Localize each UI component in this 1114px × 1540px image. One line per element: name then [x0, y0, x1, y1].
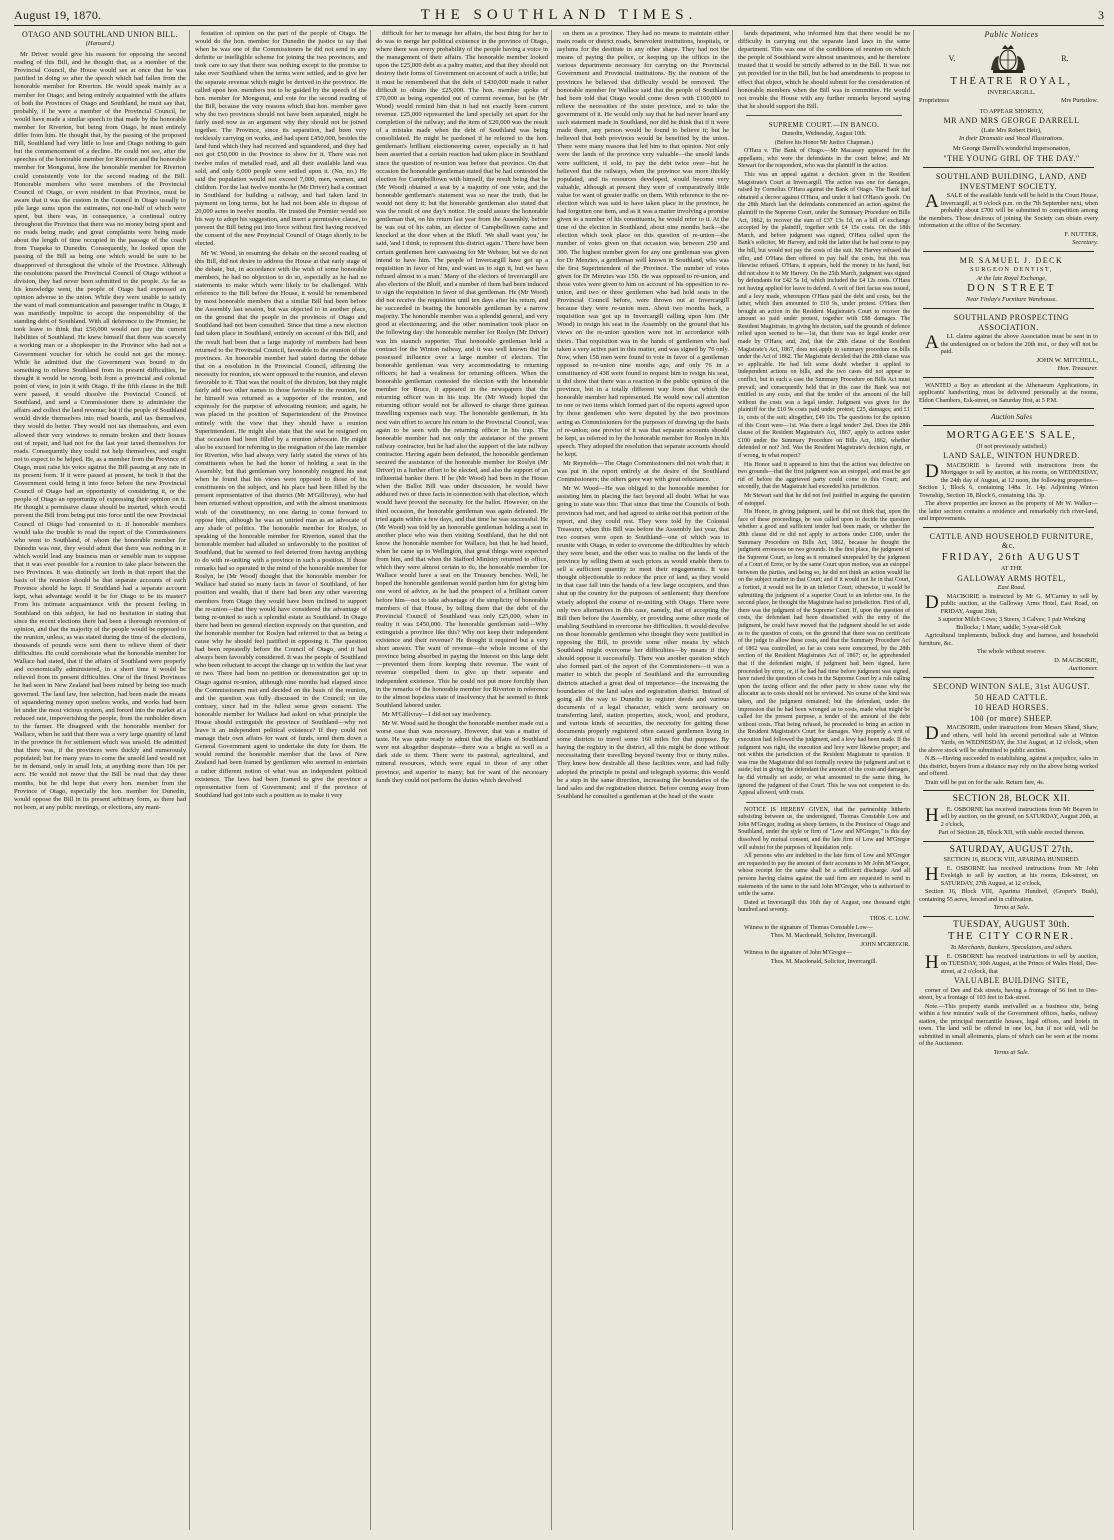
issue-date: August 19, 1870.: [14, 8, 102, 22]
dentist-near: Near Finlay's Furniture Warehouse.: [966, 296, 1057, 304]
divider: [923, 841, 1094, 842]
article-paragraph: Mr W. Wood said he thought the honorable member made out a worse case than was necessary. However, that was a matter of taste. He was quite ready to admit that the affairs of Southland were not altogether desperate—there was a bright as well as a dark side to them. There were its pastoral, agricultural, and mineral resources, which were equal to those of any other province, and superior to many; but for want of the necessary funds they could not perform the duties which devolved: [376, 719, 548, 784]
court-heading: SUPREME COURT.—IN BANCO.: [768, 120, 880, 129]
young-girl-title: "THE YOUNG GIRL OF THE DAY.": [943, 153, 1080, 163]
article-paragraph: Mr M'Gillivray—I did not say insolvency.: [382, 710, 492, 718]
notice-signature: THOS. C. LOW.: [869, 916, 910, 922]
case-title: O'Hara v. The Bank of Otago.: [744, 148, 825, 155]
notice-witness: Witness to the signature of John M'Gregor—: [744, 950, 852, 957]
valuable-site-title: VALUABLE BUILDING SITE,: [953, 976, 1070, 986]
section-16-title: SECTION 16, BLOCK VIII, APARIMA HUNDRED.: [943, 856, 1080, 864]
terms-at-sale: Terms at Sale.: [993, 904, 1030, 912]
performer-note: (Late Mrs Robert Heir),: [981, 126, 1042, 134]
column-1: [14, 30, 190, 1530]
dentist-title: SURGEON DENTIST,: [970, 266, 1053, 274]
court-date: Dunedin, Wednesday, August 10th.: [781, 131, 867, 138]
land-sale-title: LAND SALE, WINTON HUNDRED.: [943, 451, 1080, 461]
notice-witness: Witness to the signature of Thomas Constable Low—: [744, 924, 873, 931]
building-society-signature: F. NUTTER,: [1064, 230, 1098, 238]
winton-nb: N.B.—Having succeeded in establishing, against a prejudice, sales in this district, buyers from a distance may rely on the above being worked and offered.: [919, 755, 1098, 778]
newspaper-title: THE SOUTHLAND TIMES.: [420, 7, 698, 23]
article-paragraph: Mr W. Wood—He was obliged to the honorable member for assisting him in placing the fact beyond all doubt. What he was going to state was this: That since that time the Councils of both provinces had met, and had agreed to strike out that portion of the report, and they could rest. They were told by the Colonial Treasurer, when this Bill was before the Assembly last year, that two courses were open to Southland—one of which was to reunite with Otago, in order to overcome the difficulties by which they were beset, and the other was to realise on the lands of the province by selling them at such prices as would enable them to sell a sufficient quantity to meet their engagements. It was thought objectionable to reduce the price of land, as they would in that case fall into the hands of a few large occupiers, and thus shut up the country for the purposes of settlement; they therefore wisely adopted the course of re-uniting with Otago. There were only two alternatives in this case, namely, that of accepting the Bill then before the Assembly, or providing some other mode of enabling Southland to overcome her difficulties. It would devolve on those honorable gentlemen who thought they were justified in opposing the Bill, to provide some other means by which Southland might overcome her difficulties—by means if they should oppose it successfully. There was another question which also formed part of the report of the Commissioners—it was a matter to which the people of Southland and the surrounding districts attached a great deal of importance—the increasing the boundaries of the land sales and registration district. Instead of going all the way to Dunedin to register deeds and various documents of a legal character, which were necessary on transferring land, station properties, stock, wool, and produce, and various kinds of securities, the necessity for getting those documents properly registered often caused gentlemen living in some districts to travel some 160 miles for that purpose. By having the registry in the district, all this might be done without necessitating their travelling beyond twenty five or thirty miles. They knew how desirable all these facilities were, and had fully adopted the principle in postal and telegraph systems; this would be a step in the same direction, increasing the boundaries of the land sales and the registration district. Before coming away from Southland he consulted a gentleman at the head of the waste: [557, 485, 729, 800]
friday-line: FRIDAY, 26th AUGUST: [941, 551, 1082, 563]
arms-letter-v: V.: [948, 53, 956, 63]
galloway-reserve: The whole without reserve.: [977, 648, 1046, 656]
theatre-place: INVERCARGILL.: [987, 88, 1036, 96]
prospecting-signature: JOHN W. MITCHELL,: [1036, 356, 1098, 364]
dentist-name: MR SAMUEL J. DECK: [959, 255, 1064, 265]
land-sale-body-2: The above properties are known as the property of Mr W. Walker—the latter section contains a residence and remarkably rich river-land, and improvements.: [919, 500, 1098, 523]
divider: [923, 308, 1094, 309]
divider: [923, 408, 1094, 409]
auction-sales-heading: Auction Sales: [990, 412, 1033, 422]
court-paragraph: His Honor said it appeared to him that the action was defective on two grounds—that the first judgment was an estoppel, and must be got rid of before the aggrieved party could come to this Court; and secondly, that the Magistrate had exceeded his jurisdiction.: [738, 461, 910, 491]
article-paragraph: festation of opinion on the part of the people of Otago. He would do the hon. member for Dunedin the justice to say that when he was one of the Commissioners he did not send in any definite or intelligible scheme for joining the two provinces, and took care to say that there was nothing except to the promise to take over Southland when the terms were settled, and to give her the separate revenue which might be derived in the province. He called upon hon. members not to be guided by the speech of the hon. member for Mongonui, and vote for the second reading of the Bill, because the very reasons which that hon. member gave why the two provinces should not have been separated, might be fairly used now as an argument why they should not be joined together. The Province, since its separation, had been very recklessly carrying on works, and had spent £450,000, besides the land fund which they had received and squandered, and they had not got £50,000 in the Province to show for it. There was not twelve miles of metalled road, and all their available land was sold, and only 6,000 people were settled upon it. (No, no.) He said the population would not exceed 7,000, men, women, and children. For the last twelve months he (Mr Driver) had a contract in Southland for building a railway, and had taken land in payment on long terms, but he had not been able to dispose of 20,000 acres in twelve months. He trusted the Premier would see his way to adopt his suggestion, and insert a permissive clause, to prevent the Bill being put into force without first having received the consent of the new Provincial Council of Otago shortly to be elected.: [195, 30, 367, 248]
column-5: [738, 30, 914, 1530]
auctioneer-title: Auctioneer.: [1068, 665, 1098, 673]
divider: [923, 677, 1094, 678]
galloway-hotel: GALLOWAY ARMS HOTEL,: [957, 573, 1066, 583]
galloway-items-2: Agricultural implements, bullock dray and harness, and household furniture, &c.: [919, 632, 1098, 647]
article-paragraph: lands department, who informed him that there would be no difficulty in carrying out the separate land laws in the same department. This was one of the conditions of reunion on which the people of Southland were almost unanimous, and he therefore trusted that it would be strictly adhered to in the Bill. It was not yet provided for in the Bill, but he had amendments to propose to effect that object, which he should submit for the consideration of honorable members when the Bill was in committee. He would not trouble the House with any further remarks beyond saying that he should support the Bill.: [738, 30, 910, 110]
article-paragraph: difficult for her to manage her affairs, the best thing for her to do was to merge her political existence in the province of Otago, where there was every probability of the people having a voice in the management of their affairs. The honorable member looked upon the £25,000 debt as a paltry matter, and that they should not destroy their forms of Government on account of such a trifle; but it must be remembered that the debt of £430,000 made it rather difficult to obtain the £25,000. The hon. member spoke of £70,000 as being expended out of current revenue, but he (Mr Wood) would remind him that it had not exactly been current revenue. £25,000 represented the land specially set apart for the completion of the railway; and the item of £20,000 was the result of a mistake made when the debt of Southland was being consolidated. He might be pardoned if he referred to the hon. gentleman's brilliant electioneering career, especially as it had been asserted that a certain reaction had taken place in Southland since the question of re-union was before that province. On that occasion the honorable gentleman stated that he had contested the election for Campbelltown with himself, the result being that he (Mr Wood) obtained a seat by a majority of one vote, and the honorable gentleman's statement was so near the truth, that he would not deny it; but the honorable gentleman also stated that was the result of one day's notice. He could assure the honorable gentleman that, on his return last year from the Assembly, before he was out of his cabin, an elector of Campbelltown came and knocked at the door when at the Bluff. 'We shall want you,' he said, 'and I think, to represent this district again.' There have been certain gentlemen here canvassing for Mr Webster, but we do not intend to have him. The people of Invercargill have got up a requisition in favor of him, and want us to sign it, but we have refused almost to a man.' Many of the electors of Invercargill are also electors of the Bluff, and a number of them had been induced to sign the requisition in favor of that gentleman. He (Mr Wood) did not receive the requisition until ten days after his return, and he succeeded in beating the honorable gentleman by a narrow majority. The honorable member was a splendid general, and very good at electioneering; and the other nomination took place on the following day: the honorable member for Roslyn (Mr Driver) was his staunch supporter. That honorable gentleman held a contract for the Winton railway, and it was well known that he possessed influence over a large number of electors. The honorable gentleman was very accommodating to returning officers; he had a weakness for returning officers. When the honorable gentleman contested the election with the honorable member for Bruce, it appeared in the newspapers that the returning officer was in his trap. He (Mr Wood) hoped the returning officer would not be allowed to charge three guineas travelling expenses each way. The honorable gentleman, in his next vain effort to secure his return to the Provincial Council, was again to be seen with the returning officer in his trap. The honorable member had not only the assistance of the present railway contractor, but he had also the support of the late railway contractor. Having again been defeated, the honorable gentleman secured the assistance of the honorable member for Roslyn (Mr Driver) in a further effort to be elected, and also the support of an influential banker there. If he (Mr Wood) had been in the House when the Ballot Bill was under discussion, he would have adduced two or three facts in connection with that election, which would have proved the necessity for the ballot. However, on the third occasion, the honorable gentleman was again defeated. He tried again within a few days, and that time he was successful. He (Mr Wood) was told by an honorable gentleman holding a seat in another place who was then visiting Southland, that he did not know the honorable member for Wallace, but that he had heard, when he came up to Wellington, that great things were expected from him, and that when the Stafford Ministry returned to office, which they were almost certain to do, the honorable member for Wallace would have a seat on the Treasury benches. Well, he hoped the honorable gentleman would pardon him for giving him one word of advice, as he had the prospect of a brilliant career before him—not to take advantage of the simplicity of honorable members of that House, by telling them that the debt of the Provincial Council of Southland was only £25,000, when in reality it was £450,000. The honorable gentleman said—Why extinguish a province like this? Why not keep their independent existence and their revenue? He thought it required but a very short answer. The want of revenue—the whole income of the province being absorbed in paying the interest on this large debt—prevented them from keeping their revenue. The want of revenue compelled them to give up their separate and independent existence. This he could not put more forcibly than in the remarks of the honorable member for Riverton in reference to the almost hopeless state of insolvency that he seemed to think Southland labored under.: [376, 30, 548, 709]
second-winton-title: SECOND WINTON SALE, 31st AUGUST.: [933, 682, 1090, 692]
masthead: [14, 6, 1104, 26]
proprietress-label: Proprietress: [919, 97, 950, 105]
arms-letter-r: R.: [1061, 53, 1069, 63]
prospecting-body: A LL claims against the above Association must be sent in to the undersigned on or before the 20th inst., or they will not be paid.: [925, 332, 1098, 356]
proprietress-row: [919, 97, 1098, 105]
sheep-count: 100 (or more) SHEEP.: [970, 713, 1053, 723]
wanted-notice: WANTED a Boy as attendant at the Athenaeum Applications, in applicants' handwriting, must be delivered personally at the rooms, Eldon Chambers, Esk-street, on Saturday first, at 5 P.M.: [919, 381, 1098, 404]
court-paragraph: His Honor, in giving judgment, said he did not think that, upon the face of these proceedings, he was called upon to decide the question whether a good and sufficient tender had been made, or whether the 28th clause did or did not apply to actions under £100, under the Summary Procedure on Bills Act, 1862, because he thought the judgment erroneous on two grounds. In the first place, the judgment of the Supreme Court, so long as it remained unrepealed by the judgment of a Court of Error, or by the same Court upon motion, was an estoppel between the parties, and being so, he did not think an action would lie on the subject matter in that Court; and if it would not lie in that Court, a fortiori, it would not lie in an inferior Court; otherwise, it would be submitting the judgment of a superior Court to an inferior one. In the second place, he thought the Magistrate had no jurisdiction. First of all, there was the judgment of the Supreme Court. If, upon the question of costs, the defendant had been dissatisfied with the entry of the judgment, he could have moved that the judgment should be set aside as to the question of costs, on the ground that there was no certificate of the judge to allow these costs, and that the Summary Procedure Act of 1862 was controlled, so far as costs were concerned, by the 28th section of the Resident Magistrates Act of 1867; or, he apprehended that if the defendant might, if judgment had been signed, have proceeded by error; or, if he had had time before judgment was signed, have raised the question of costs in the Supreme Court by a rule calling upon the taxing officer and the other party to show cause why the allocatur as to costs should not be reviewed. No course of the kind was taken, and the judgment remained; but the defendant, under the impression that he had been wronged as to costs, made what might be called for the present purpose, a tender of the amount of the debt without costs. That being refused, he proceeded to bring an action in the Resident Magistrate's Court for damages. Very properly a writ of execution had followed the judgment, and a levy had been made. If the judgment was right, the execution and levy were likewise proper; and not within the jurisdiction of the Resident Magistrate to question. It was true the Magistrate did not formally review the judgment and set it aside; but in giving the defendant the amount of the costs and damages, he did virtually set aside, or what amounted to the same thing, he ignored the judgment of that Court. This he was not competent to do. Appeal allowed, with costs.: [738, 509, 910, 797]
winton-train: Train will be put on for the sale. Return fare, 4s.: [925, 778, 1045, 786]
theatre-title: THEATRE ROYAL,: [950, 75, 1073, 87]
divider: [923, 167, 1094, 168]
section-16-body: H E. OSBORNE has received instructions from Mr John Eveleigh to sell by auction, at his rooms, Esk-street, on SATURDAY, 27th August, at 12 o'clock,: [925, 863, 1098, 887]
court-paragraph: This was an appeal against a decision given in the Resident Magistrate's Court at Invercargill. The action was one for damages, raised by Cornelius O'Hara against the Bank of Otago. The Bank had obtained a decree against O'Hara, and under it had O'Hara's goods. On the 28th March last the defendants commenced an action against the plaintiff in the Supreme Court, under the Summary Procedure on Bills Act, 1862, to recover the sum of £37 13s 1d, on a bill of exchange accepted by the plaintiff, together with £4 15s costs. On the 18th March, and before judgment was signed, O'Hara called upon the Bank's solicitor, Mr Harvey, and told the latter that he had come to pay the bill, but would not pay the costs of the suit. Mr Harvey refused the offer, and O'Hara then offered to pay half the costs, but this was likewise refused. O'Hara, it appears, held the money in his hand, but did not show it to Mr Harvey. On the 25th March, judgment was signed by defendants for £42 5s 1d, which included the £4 12s costs. O'Hara not having applied for leave to defend. A writ of fieri facias was issued, and a levy made, whereupon O'Hara paid the debt and costs, but the latter, which then amounted to £10 9s, under protest. O'Hara then brought an action in the Resident Magistrate's Court to recover the amount so paid under protest, together with £88 damages. The Resident Magistrate, in giving his decision, said the grounds of defence relied upon seemed to be—1st, that there was no legal tender over made by O'Hara; and, 2nd, that the 28th clause of the Resident Magistrate's Act, 1867, does not apply to summary procedure on bills under the Act of 1862. The Magistrate decided that the 28th clause was so applicable. He had felt some doubt whether it applied to independent actions on bills, and the two cases did not appear to conflict, but in such a case the Summary Procedure on Bills Act must prevail; and consequently held that in this case the Bank was not entitled to any costs, and that the tender of the amount of the bill without the costs was a legal tender. Judgment was given for the plaintiff for the £10 9s costs paid under protest; £25, damages; and £1 1s, costs of the suit; altogether, £49 10s. The questions for the opinion of this Court were—1st. Was there a legal tender? 2nd. Does the 28th clause of the Resident Magistrate's Act, 1867, apply to actions under £100 under the Summary Procedure on Bills Act, 1862, whether defended or not? 3rd. Was the Resident Magistrate's decision right, or if wrong, in what respect?: [738, 172, 910, 459]
building-society-title: SOUTHLAND BUILDING, LAND, AND INVESTMENT SOCIETY.: [935, 172, 1088, 191]
court-paragraph: Mr Stewart said that he did not feel justified in arguing the question of estoppel.: [738, 492, 910, 507]
dentist-street: DON STREET: [967, 283, 1056, 295]
article-paragraph: Mr W. Wood, in resuming the debate on the second reading of this Bill, did not desire to address the House at that early stage of the debate, but, in accordance with the wish of some honorable members, he had no objection to do so, especially as he had no statements to make which were likely to be challenged. With reference to the Bill before the House, it would be remembered by most honorable members that a similar Bill had been before the Assembly last session, but was objected to in another place, on the ground that the people in the provinces of Otago and Southland had not been consulted. Since that time a new election had taken place in Southland, entirely on account of this Bill, and the result had been that a large majority of members had been returned to the Provincial Council, favorable to the reunion of the provinces. An honorable member had stated during the debate that on a resolution in the Provincial Council, affirming the necessity for reunion, six were opposed to the reunion, and eleven favorable to it. That was the result of the division, but they might fairly add two other names to those favorable to the reunion, for he himself was returned as a supporter of the reunion, and expressly for the purpose of advocating reunion; and again, he was placed in the position of Superintendent of the Province entirely with the view that they should have a reunion Superintendent. He might also state that the seat he resigned on that occasion had been filled by a reunion advocate. He might also be excused for referring to the resignation of the late member for Riverton, who had always very fairly stated the views of his constituents when he had the honor of holding a seat in the Assembly; but that gentleman very honorably resigned his seat when he found that his views were opposed to those of his constituents on the subject, and his place had been filled by the present representative of that district (Mr M'Gillivray), who had been returned without opposition, and with the almost unanimous wish of the constituency, no one daring to come forward to oppose him, although he was an untried man as an advocate of any shade of politics. The honorable member for Roslyn, in speaking of the honorable member for Riverton, stated that the honorable member had alluded so unfavorably to the position of Southland, that he seemed to feel deterred from having anything to do with re-uniting with a province in such a position. If those remarks had so operated in the mind of the honorable member for Roslyn, he (Mr Wood) thought that the honorable member for Wallace had stated so many facts in favor of Southland, of her position and wealth, that if there had been any other wavering members from Otago they would have been inclined to support the re-union—that they would have considered the advantage of being re-united to such a splendid estate as Southland. In Otago there had been no general election expressly on that question, and the honorable member for Roslyn had referred to that as being a cause why he should feel justified in opposing it. The question had been repeatedly before the Council of Otago, and it had always been favorably considered. It was the people of Southland who been reluctant to accept the change up to within the last year or two. There had been no petition or demonstration got up in Otago against re-union, although nine months had elapsed since the Commissioners met and decided on the basis of the reunion, and the question was fully discussed in the Council; on the contrary, since had in the fullest sense given consent. The honorable member for Wallace had asked on what principle the House should extinguish the province of Southland—why not leave it an independent political existence? If they could not manage their own affairs for want of funds, send them down a General Government agent to undertake the duty for them. He would remind the honorable member that the laws of New Zealand had been framed by gentlemen who seemed to entertain a rather different notion of what was an independent political existence. The laws had been framed to give the province a representative form of Government; and if the province of Southland had got into such a position as to make it very: [195, 249, 367, 799]
prospecting-title: SOUTHLAND PROSPECTING ASSOCIATION.: [953, 313, 1070, 332]
columns: [14, 30, 1104, 1530]
performer-names: MR AND MRS GEORGE DARRELL: [943, 116, 1080, 126]
divider: [746, 115, 902, 116]
divider: [923, 790, 1094, 791]
section-28-body: H E. OSBORNE has received instructions from Mr Beaven to sell by auction, on the ground, on SATURDAY, August 20th, at 2 o'clock,: [925, 804, 1098, 828]
column-4: [557, 30, 733, 1530]
notice-paragraph: NOTICE IS HEREBY GIVEN, that the partnership hitherto subsisting between us, the undersigned, Thomas Constable Low and John M'Gregor, trading as sheep farmers, in the Province of Otago and Southland, under the style or firm of "Low and M'Gregor," is this day dissolved by mutual consent, and the late firm of Low and M'Gregor will subsist for the purposes of liquidation only.: [738, 806, 910, 851]
horses-count: 10 HEAD HORSES.: [974, 703, 1049, 713]
land-sale-body: D MACBORIE is favored with instructions from the Mortgagee to sell by auction, at his rooms, on WEDNESDAY, the 24th day of August, at 12 noon, the following properties— Section 1, Block 6, containing 148a. 1r. 14p. Adjoining Winton Township, Section 18, Block 6, containing 18a. 3p.: [919, 460, 1098, 499]
winton-body: D MACBORIE, under instructions from Messrs Shand, Shaw, and others, will hold his second periodical sale at Winton Yards, on WEDNESDAY, the 31st August, at 12 o'clock, when the above stock will be submitted to public auction.: [919, 723, 1098, 754]
cattle-title: CATTLE AND HOUSEHOLD FURNITURE, &c.: [929, 531, 1094, 551]
divider: [923, 251, 1094, 252]
case-intro: —Mr Macassey appeared for the appellants, who were the defendants in the court below; and Mr Stewart for the respondent, who was the plaintiff in the action.: [738, 148, 910, 170]
friday-at: AT THE: [1000, 564, 1023, 572]
proprietress-name: Mrs Purtstlow.: [1060, 97, 1098, 105]
appear-shortly: TO APPEAR SHORTLY,: [979, 107, 1044, 115]
section-28-title: SECTION 28, BLOCK XII.: [952, 794, 1071, 805]
building-society-sig-title: Secretary.: [1072, 239, 1098, 247]
east-road: East Road.: [997, 584, 1026, 591]
divider: [923, 425, 1094, 426]
city-corner-title: THE CITY CORNER.: [948, 931, 1075, 943]
divider: [923, 527, 1094, 528]
royal-arms: [919, 44, 1098, 74]
terms-at-sale-2: Terms at Sale.: [993, 1048, 1030, 1056]
divider: [923, 377, 1094, 378]
valuable-site-body: corner of Dee and Esk streets, having a frontage of 56 feet to Dee-street, by a frontage of 103 feet to Esk-street.: [919, 986, 1098, 1002]
valuable-site-note: Note.—This property stands unrivalled as a business site, being within a few minutes' walk of the Government offices, banks, railway station, the principal mercantile houses, legal offices, and hotels in town. The land will be offered in one lot, but if not sold, will be submitted in small allotments, plans of which can be seen at the rooms of the Auctioneer.: [919, 1002, 1098, 1048]
mortgagee-title: MORTGAGEE'S SALE,: [946, 429, 1077, 441]
notice-signature: JOHN M'GREGOR.: [860, 941, 910, 948]
article-title: OTAGO AND SOUTHLAND UNION BILL.: [22, 30, 178, 39]
notice-witness-name: Thos. M. Macdonald, Solicitor, Invercargill.: [770, 933, 878, 940]
mortgagee-sub: (If not previously satisfied.): [976, 442, 1047, 450]
article-subtitle: (Hansard.): [85, 40, 115, 47]
royal-crest-icon: [985, 44, 1031, 74]
article-paragraph: Mr Driver would give his reasons for opposing the second reading of this Bill, and he thought that, as a member of the Provincial Council, the House would see at once that he was justified in doing so after the speech which had fallen from the honorable member for Riverton. He would speak mainly as a member for Otago; and being entirely acquainted with the affairs of both the Provinces of Otago and Southland, he must say that, probably, if he were a member of the Provincial Council, he would have made a similar speech to that made by the honorable member for Riverton, but being from Otago, he must entirely differ from him. He thought that, by the passing of the proposed Bill, Southland had very little to lose and Otago nothing to gain but the commencement of a decline. He could not see, after the speeches of the honorable member for Riverton and the honorable member for Mongonui, how the honorable member for Riverton could consistently vote for the second reading of the Bill. Honorable members who were members of the Provincial Council of Otago, or even resident in that Province, must be aware that it was the custom in the Council in Otago usually to pile large sums upon the estimates, not one-half of which were spent, but there was, in consequence, a continual outcry throughout the Province that there was no money being spent and no roads being made; and great complaints were being made about the length of time occupied in the passage of the coach from Tuapeka to Dunedin. Consequently, he looked upon the passing of the Bill as being one which would be sure to be disapproved of throughout the whole of the Province. Although the resolutions passed the Provincial Council of Otago without a division, they had never been submitted to the people. As far as his knowledge went, the people of Otago had expressed an opinion adverse to the union. While they were unable to satisfy the want of mail communication and passenger traffic in Otago, it was manifestly impolitic to accept the responsibility of the standing debt of Southland. With all deference to the Premier, he took leave to think that £50,000 would not pay the current liabilities of Southland. He knew himself that there was scarcely a working man or a shopkeeper in the Province who had not a Government voucher for which he could not get the money. While he admitted that the Government was bound to do something to relieve Southland from its present difficulties, he thought it would be wrong, both from a provincial and colonial point of view, to join it with Otago. If the fifth clause in the Bill were passed, it would dissolve the Provincial Council of Southland, and send a Commissioner there to administer the affairs and collect the land revenue; but if the people of Southland would divide themselves into road boards, and tax themselves, they would do better. They would not tax themselves, and even allowed their very windows to remain broken and their houses out of repair, and had not for the last year taxed themselves for roads. Consequently they could not help themselves, and ought not to expect to be helped. He, as a member from the Province of Otago, must raise his voice against the Bill passing at any rate in its present form. If it were passed at present, he took it that the Government could bring it into force before the new Provincial Council of Otago had an opportunity of considering it, or the people of Otago an opportunity of expressing their opinion on it. He thought a permissive clause should be inserted, which would prevent the Bill from being put into force until the new Provincial Council of Otago had consented to it. If honorable members would take the trouble to read the report of the Commissioners who went to Southland, of whom the honorable member for Dunedin was one, they would admit that there was nothing in it which would lead any business man or sensible man to suppose that it was ever possible for a reunion to take place between the two Provinces. It was distinctly set forth in that report that the basis of the reunion should be that separate accounts of each Province should be kept. If Southland had a separate account kept, what advantage would it be for Otago to be its master? From his intimate acquaintance with the present feeling in Southland on this subject, he had no hesitation in stating that since the recent elections there had been a thorough reversion of opinion, and that the majority of the people would be opposed to the reunion, unless, as was stated during the time of the elections, thousands of pounds were sent there to relieve them of their difficulties. He could corroborate what the honorable member for Wallace had stated, that if the affairs of Southland were properly and economically administered, in a short time it would be relieved from its present difficulties. One of the finest Provinces he had seen in New Zealand had been ruined by being too much governed. The land law, free selection, had been made the means of squandering money upon useless works, and works had been let under the most vicious system, and forced into the market at a reduced rate, impoverishing the people, from the runholder down to the farmer. He disagreed with the honorable member for Wallace, when he said that there was a very large quantity of land in the province fit for settlement which was unsold. He admitted that there was, if the provinces were thickly and numerously populated; but for many years to come the unsold land would not be in demand, only in small lots, at anything more than 10s per acre. He would not move that the Bill be read that day three months, but he did hope that every hon. member from the Province of Otago, especially the hon. member for Dunedin, would oppose the Bill in its present arbitrary form, as there had not been, at any public meetings, or elections, any mani-: [14, 51, 187, 811]
page-mark: 3: [1098, 8, 1104, 22]
auctioneer-signature: D. MACBORIE,: [1054, 656, 1098, 664]
galloway-items: 3 superior Milch Cows; 3 Steers, 3 Calves; 1 pair Working Bullocks; 1 Mare, saddle; 3-year-old Colt: [937, 616, 1086, 631]
advertisements-column: [919, 30, 1101, 1530]
divider: [923, 916, 1094, 917]
prospecting-sig-title: Hon. Treasurer.: [1057, 365, 1098, 373]
city-corner-body: H E. OSBORNE has received instructions to sell by auction, on TUESDAY, 30th August, at the Prince of Wales Hotel, Dee-street, at 2 o'clock, that: [925, 951, 1098, 975]
dentist-place: At the late Royal Exchange,: [976, 274, 1047, 282]
article-paragraph: on them as a province. They had no means to maintain either main roads or district roads, benevolent institutions, hospitals, or asylums for the destitute in any other shape. They had not the means of paying the police, or keeping up the offices in the various departments necessary for carrying on the Provincial Government and Provincial institutions. By the reunion of the provinces he believed that difficulty would be removed. The honorable member for Wallace said that the people of Southland had been told that Otago would come down with £100,000 to relieve the necessities of the sister province, and to take the government of it. He would only say that he had never heard any such statement made in Southland, nor did he think that if it were made there, any person would be found to believe it; but he believed that both provinces would be benefited by the union. There were many reasons that led him to that opinion. Not only were the lands of the province very valuable—the unsold lands were sufficient, if sold, to pay the debt twice over—but he believed that the railways, when the province was more thickly populated, and its resources developed, would become very valuable, although at present they were of comparatively little value for want of greater traffic on them. With reference to the re-election which was said to have taken place in the province, he had forgotten one item, and as it was a matter involving a promise given to a number of his constituents, he would refer to it. At the time of the election in Southland, about nine months back—the election which took place on this question of re-union—the number of votes given on that occasion was between 250 and 300. The highest number given for any one gentleman was given for Dr Menzies, a gentleman well known in Southland, who was the first Superintendent of the Province. The number of votes given for Dr Menzies was 150. He was opposed to re-union, and those votes were given to him on account of his opposition to re-union, and two or three gentlemen who had hold seats in the Provincial Council before, were thrown out at Invercargill because they were re-union men. About two months back, a requisition was got up in Invercargill calling upon him (Mr Wood) to resign his seat in the Assembly on the ground that his views on the re-union question were not in accordance with theirs. That requisition was in the hands of gentlemen who had taken a very active part in this matter, and was signed by 76 only. Now, when 158 men were found to vote in favor of a gentleman opposed to re-union nine months ago, and only 76 in a constituency of 438 were found to request him to resign his seat, it did show that there was a reaction in the public opinion of the province, but in a totally different way from that which the honorable member had represented. He would now call attention to one or two items which formed part of the reports agreed upon by those gentlemen who were deputed by the two provinces acting as Commissioners for the purposes of drawing up the basis of re-union; one proviso of it was that separate accounts should be kept, as referred to by the honorable member for Roslyn in his speech. They adopted the resolution that separate accounts should be kept.: [557, 30, 729, 458]
column-3: [376, 30, 552, 1530]
article-paragraph: Mr Reynolds—The Otago Commissioners did not wish that; it was put in the report entirely at the desire of the Southland Commissioners; the others gave way with great reluctance.: [557, 459, 729, 484]
impersonation-line: Mr George Darrell's wonderful impersonation,: [952, 144, 1071, 152]
city-corner-to: To Merchants, Bankers, Speculators, and others.: [950, 944, 1073, 952]
public-notices-heading: Public Notices: [984, 30, 1039, 39]
cattle-count: 50 HEAD CATTLE.: [974, 692, 1049, 702]
column-2: [195, 30, 371, 1530]
performer-illustrations: In their Dramatic and Vocal Illustrations.: [959, 135, 1064, 143]
divider: [746, 802, 902, 803]
saturday-heading: SATURDAY, AUGUST 27th.: [949, 844, 1074, 855]
section-28-part: Part of Section 28, Block XII, with stable erected thereon.: [938, 829, 1085, 837]
notice-paragraph: Dated at Invercargill this 16th day of August, one thousand eight hundred and seventy.: [738, 899, 910, 914]
building-society-body: A SALE of the available funds will be held in the Court House, Invercargill, at 9 o'clock p.m. on the 7th September next, when probably about £700 will be submitted to competition among the members. Those desirous of joining the Society can obtain every information at the office of the Secretary.: [919, 191, 1098, 230]
section-16-item: Section 16, Block VIII, Aparima Hundred, (Groper's Bush), containing 55 acres, fenced and in cultivation.: [919, 888, 1098, 903]
galloway-body: D MACBORIE is instructed by Mr G. M'Carney to sell by public auction, at the Galloway Arms Hotel, East Road, on FRIDAY, August 26th,: [925, 591, 1098, 615]
tuesday-heading: TUESDAY, AUGUST 30th.: [953, 919, 1070, 930]
notice-witness-name: Thos. M. Macdonald, Solicitor, Invercargill.: [770, 958, 878, 965]
notice-paragraph: All persons who are indebted to the late firm of Low and M'Gregor are requested to pay the amount of their accounts to Mr John M'Gregor, whose receipt for the same shall be a sufficient discharge. And all persons having claims against the said firm are requested to send in statements of the same to the said John M'Gregor, who is authorised to settle the same.: [738, 853, 910, 898]
court-judge: (Before his Honor Mr Justice Chapman.): [774, 139, 874, 146]
